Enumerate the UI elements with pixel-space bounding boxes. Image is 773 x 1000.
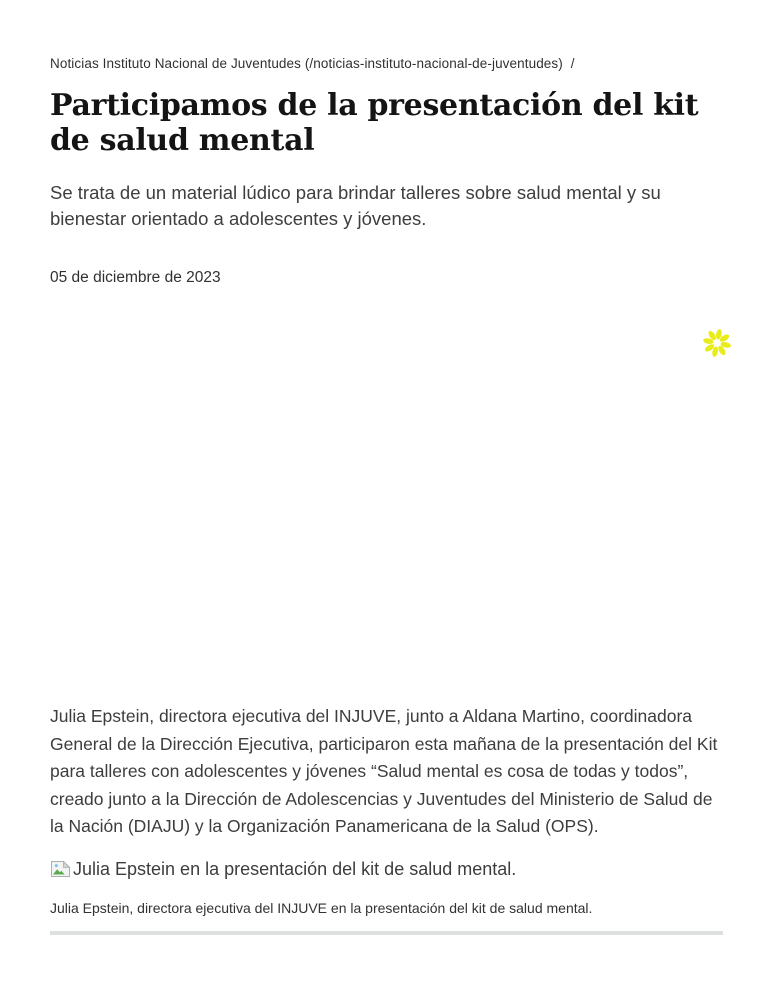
article-date: 05 de diciembre de 2023: [50, 269, 221, 286]
breadcrumb-link-noticias[interactable]: Noticias Instituto Nacional de Juventudes (/noticias-instituto-nacional-de-juventudes): [50, 56, 563, 71]
page-title: Participamos de la presentación del kit de salud mental: [50, 88, 699, 158]
hero-image-placeholder: [50, 287, 723, 703]
article-subtitle: Se trata de un material lúdico para brindar talleres sobre salud mental y su bienestar orientado a adolescentes y jóvenes.: [50, 182, 661, 229]
footer-divider: [50, 931, 723, 935]
image-alt-text: Julia Epstein en la presentación del kit de salud mental.: [73, 858, 517, 879]
image-caption: Julia Epstein, directora ejecutiva del INJUVE en la presentación del kit de salud mental.: [50, 899, 593, 916]
loading-spinner-icon: [702, 328, 732, 358]
breadcrumb-separator: /: [570, 56, 575, 71]
article-paragraph: Julia Epstein, directora ejecutiva del INJUVE, junto a Aldana Martino, coordinadora General de la Dirección Ejecutiva, participaron esta mañana de la presentación del Kit para talleres con adolescentes y jóvenes “Salud mental es cosa de todas y todos”, creado junto a la Dirección de Adolescencias y Juventudes del Ministerio de Salud de la Nación (DIAJU) y la Organización Panamericana de la Salud (OPS).: [50, 706, 718, 836]
breadcrumb: [50, 0, 723, 72]
broken-hero-image: [50, 857, 723, 882]
broken-image-icon: [50, 859, 71, 878]
